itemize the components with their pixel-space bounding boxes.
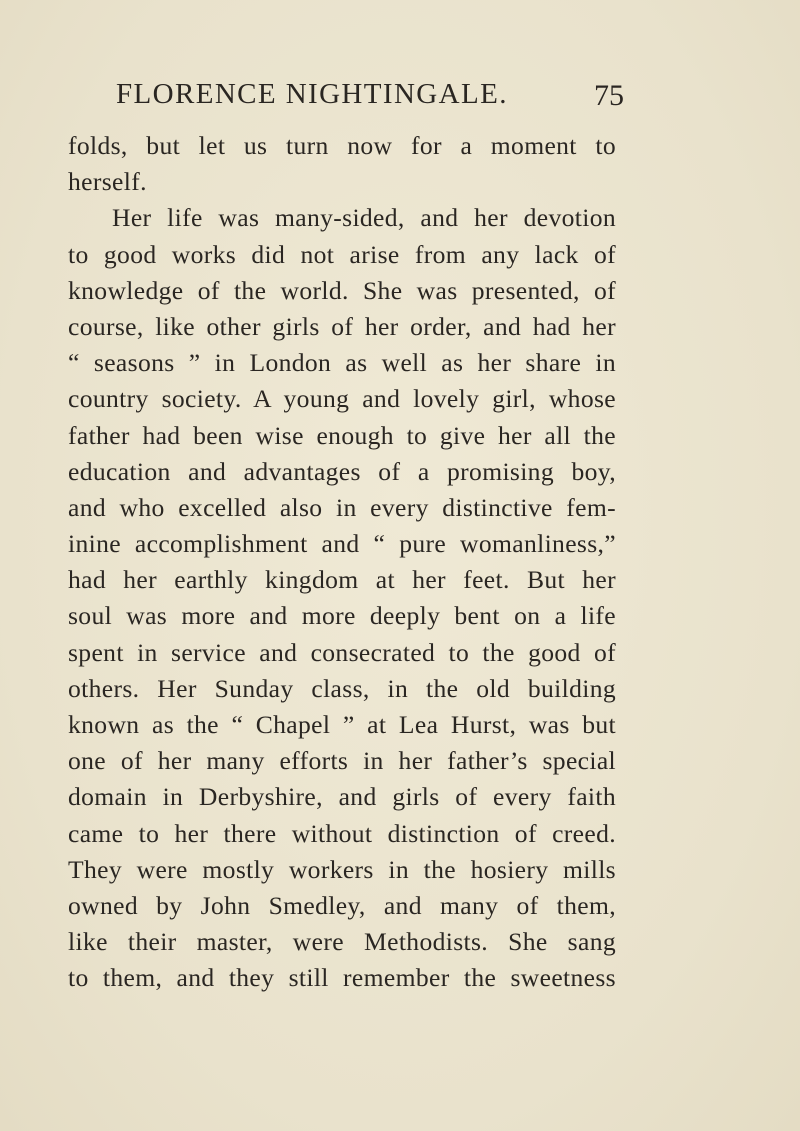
- text-line: course, like other girls of her order, and had her: [68, 311, 616, 341]
- running-title: FLORENCE NIGHTINGALE.: [116, 78, 508, 110]
- text-line: to them, and they still remember the sweetness: [68, 963, 616, 993]
- text-line: others. Her Sunday class, in the old building: [68, 673, 616, 703]
- text-line: spent in service and consecrated to the good of: [68, 637, 616, 667]
- text-line: owned by John Smedley, and many of them,: [68, 890, 616, 920]
- text-line: had her earthly kingdom at her feet. But her: [68, 565, 616, 595]
- text-line: father had been wise enough to give her all the: [68, 420, 616, 450]
- text-line: like their master, were Methodists. She sang: [68, 927, 616, 957]
- text-line: one of her many efforts in her father’s special: [68, 746, 616, 776]
- text-line: came to her there without distinction of creed.: [68, 818, 616, 848]
- page-number: 75: [594, 79, 624, 112]
- text-line: They were mostly workers in the hosiery mills: [68, 854, 616, 884]
- text-line: knowledge of the world. She was presented, of: [68, 275, 616, 305]
- text-line: known as the “ Chapel ” at Lea Hurst, was but: [68, 710, 616, 739]
- text-line: to good works did not arise from any lack of: [68, 239, 616, 269]
- text-line: folds, but let us turn now for a moment to: [68, 131, 616, 160]
- text-line: “ seasons ” in London as well as her share in: [68, 348, 616, 378]
- body-text: [68, 128, 616, 997]
- text-line: domain in Derbyshire, and girls of every faith: [68, 782, 616, 812]
- text-line: inine accomplishment and “ pure womanliness,”: [68, 529, 616, 559]
- text-line: herself.: [68, 167, 147, 197]
- text-line: and who excelled also in every distinctive fem-: [68, 492, 616, 522]
- text-line: education and advantages of a promising boy,: [68, 456, 616, 486]
- text-line: soul was more and more deeply bent on a life: [68, 601, 616, 631]
- text-line: country society. A young and lovely girl, whose: [68, 384, 616, 414]
- text-line: Her life was many-sided, and her devotion: [112, 203, 616, 233]
- page-header: [116, 74, 624, 114]
